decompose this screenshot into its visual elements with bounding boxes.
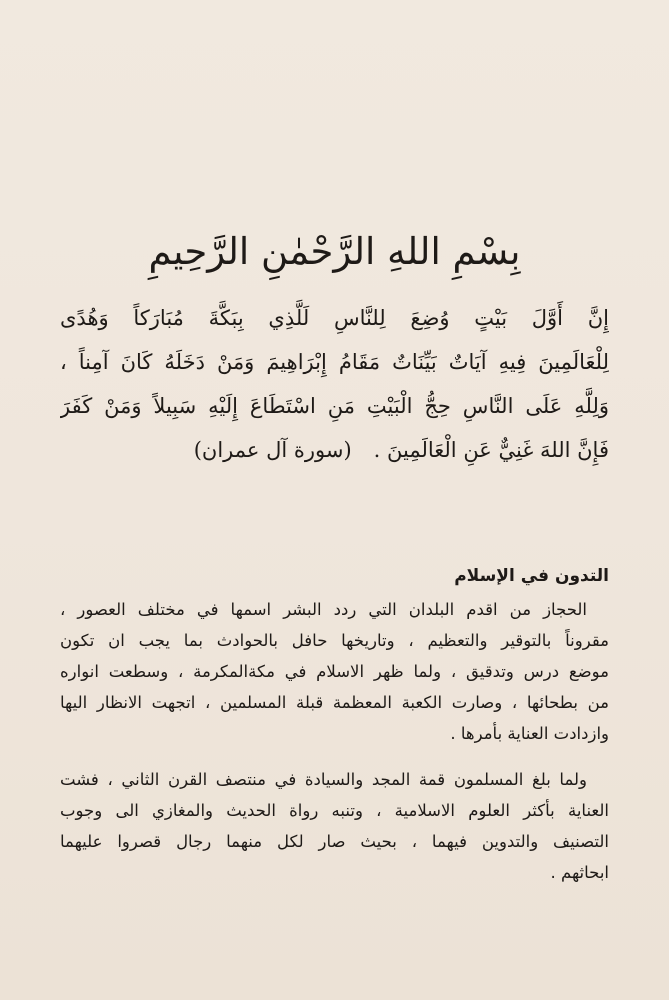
paragraph-1: [60, 594, 609, 749]
quran-verse: [60, 296, 609, 472]
verse-line-4: [60, 428, 609, 472]
paragraph-1-line: موضع درس وتدقيق ، ولما ظهر الاسلام في مكةالمكرمة ، وسطعت انواره: [60, 662, 609, 681]
section-heading: التدون في الإسلام: [454, 566, 609, 586]
paragraph-1-line: مقروناً بالتوقير والتعظيم ، وتاريخها حافل بالحوادث بما يجب ان تكون: [60, 631, 609, 650]
paragraph-1-line: الحجاز من اقدم البلدان التي ردد البشر اسمها في مختلف العصور ،: [60, 600, 587, 619]
basmala-calligraphy: بِسْمِ اللهِ الرَّحْمٰنِ الرَّحِيمِ: [148, 230, 521, 273]
verse-line-1: إِنَّ أَوَّلَ بَيْتٍ وُضِعَ لِلنَّاسِ لَلَّذِي بِبَكَّةَ مُبَارَكاً وَهُدًى: [60, 306, 609, 330]
verse-line-4-text: فَإِنَّ اللهَ غَنِيٌّ عَنِ الْعَالَمِينَ .: [373, 438, 609, 462]
paragraph-2-line: التصنيف والتدوين فيهما ، بحيث صار لكل منهما رجال قصروا عليهما: [60, 832, 609, 851]
paragraph-2-line: ولما بلغ المسلمون قمة المجد والسيادة في منتصف القرن الثاني ، فشت: [60, 770, 587, 789]
paragraph-2-line: ابحاثهم .: [550, 863, 609, 882]
paragraph-1-line: وازدادت العناية بأمرها .: [450, 724, 609, 743]
paragraph-1-line: من بطحائها ، وصارت الكعبة المعظمة قبلة المسلمين ، اتجهت الانظار اليها: [60, 693, 609, 712]
paragraph-2: [60, 764, 609, 888]
verse-source: (سورة آل عمران): [193, 438, 352, 462]
verse-line-2: لِلْعَالَمِينَ فِيهِ آيَاتٌ بَيِّنَاتٌ مَقَامُ إِبْرَاهِيمَ وَمَنْ دَخَلَهُ كَانَ آمِناً ،: [60, 350, 609, 374]
paragraph-2-line: العناية بأكثر العلوم الاسلامية ، وتنبه رواة الحديث والمغازي الى وجوب: [60, 801, 609, 820]
verse-line-3: وَلِلَّهِ عَلَى النَّاسِ حِجُّ الْبَيْتِ مَنِ اسْتَطَاعَ إِلَيْهِ سَبِيلاً وَمَنْ كَفَرَ: [60, 394, 609, 418]
